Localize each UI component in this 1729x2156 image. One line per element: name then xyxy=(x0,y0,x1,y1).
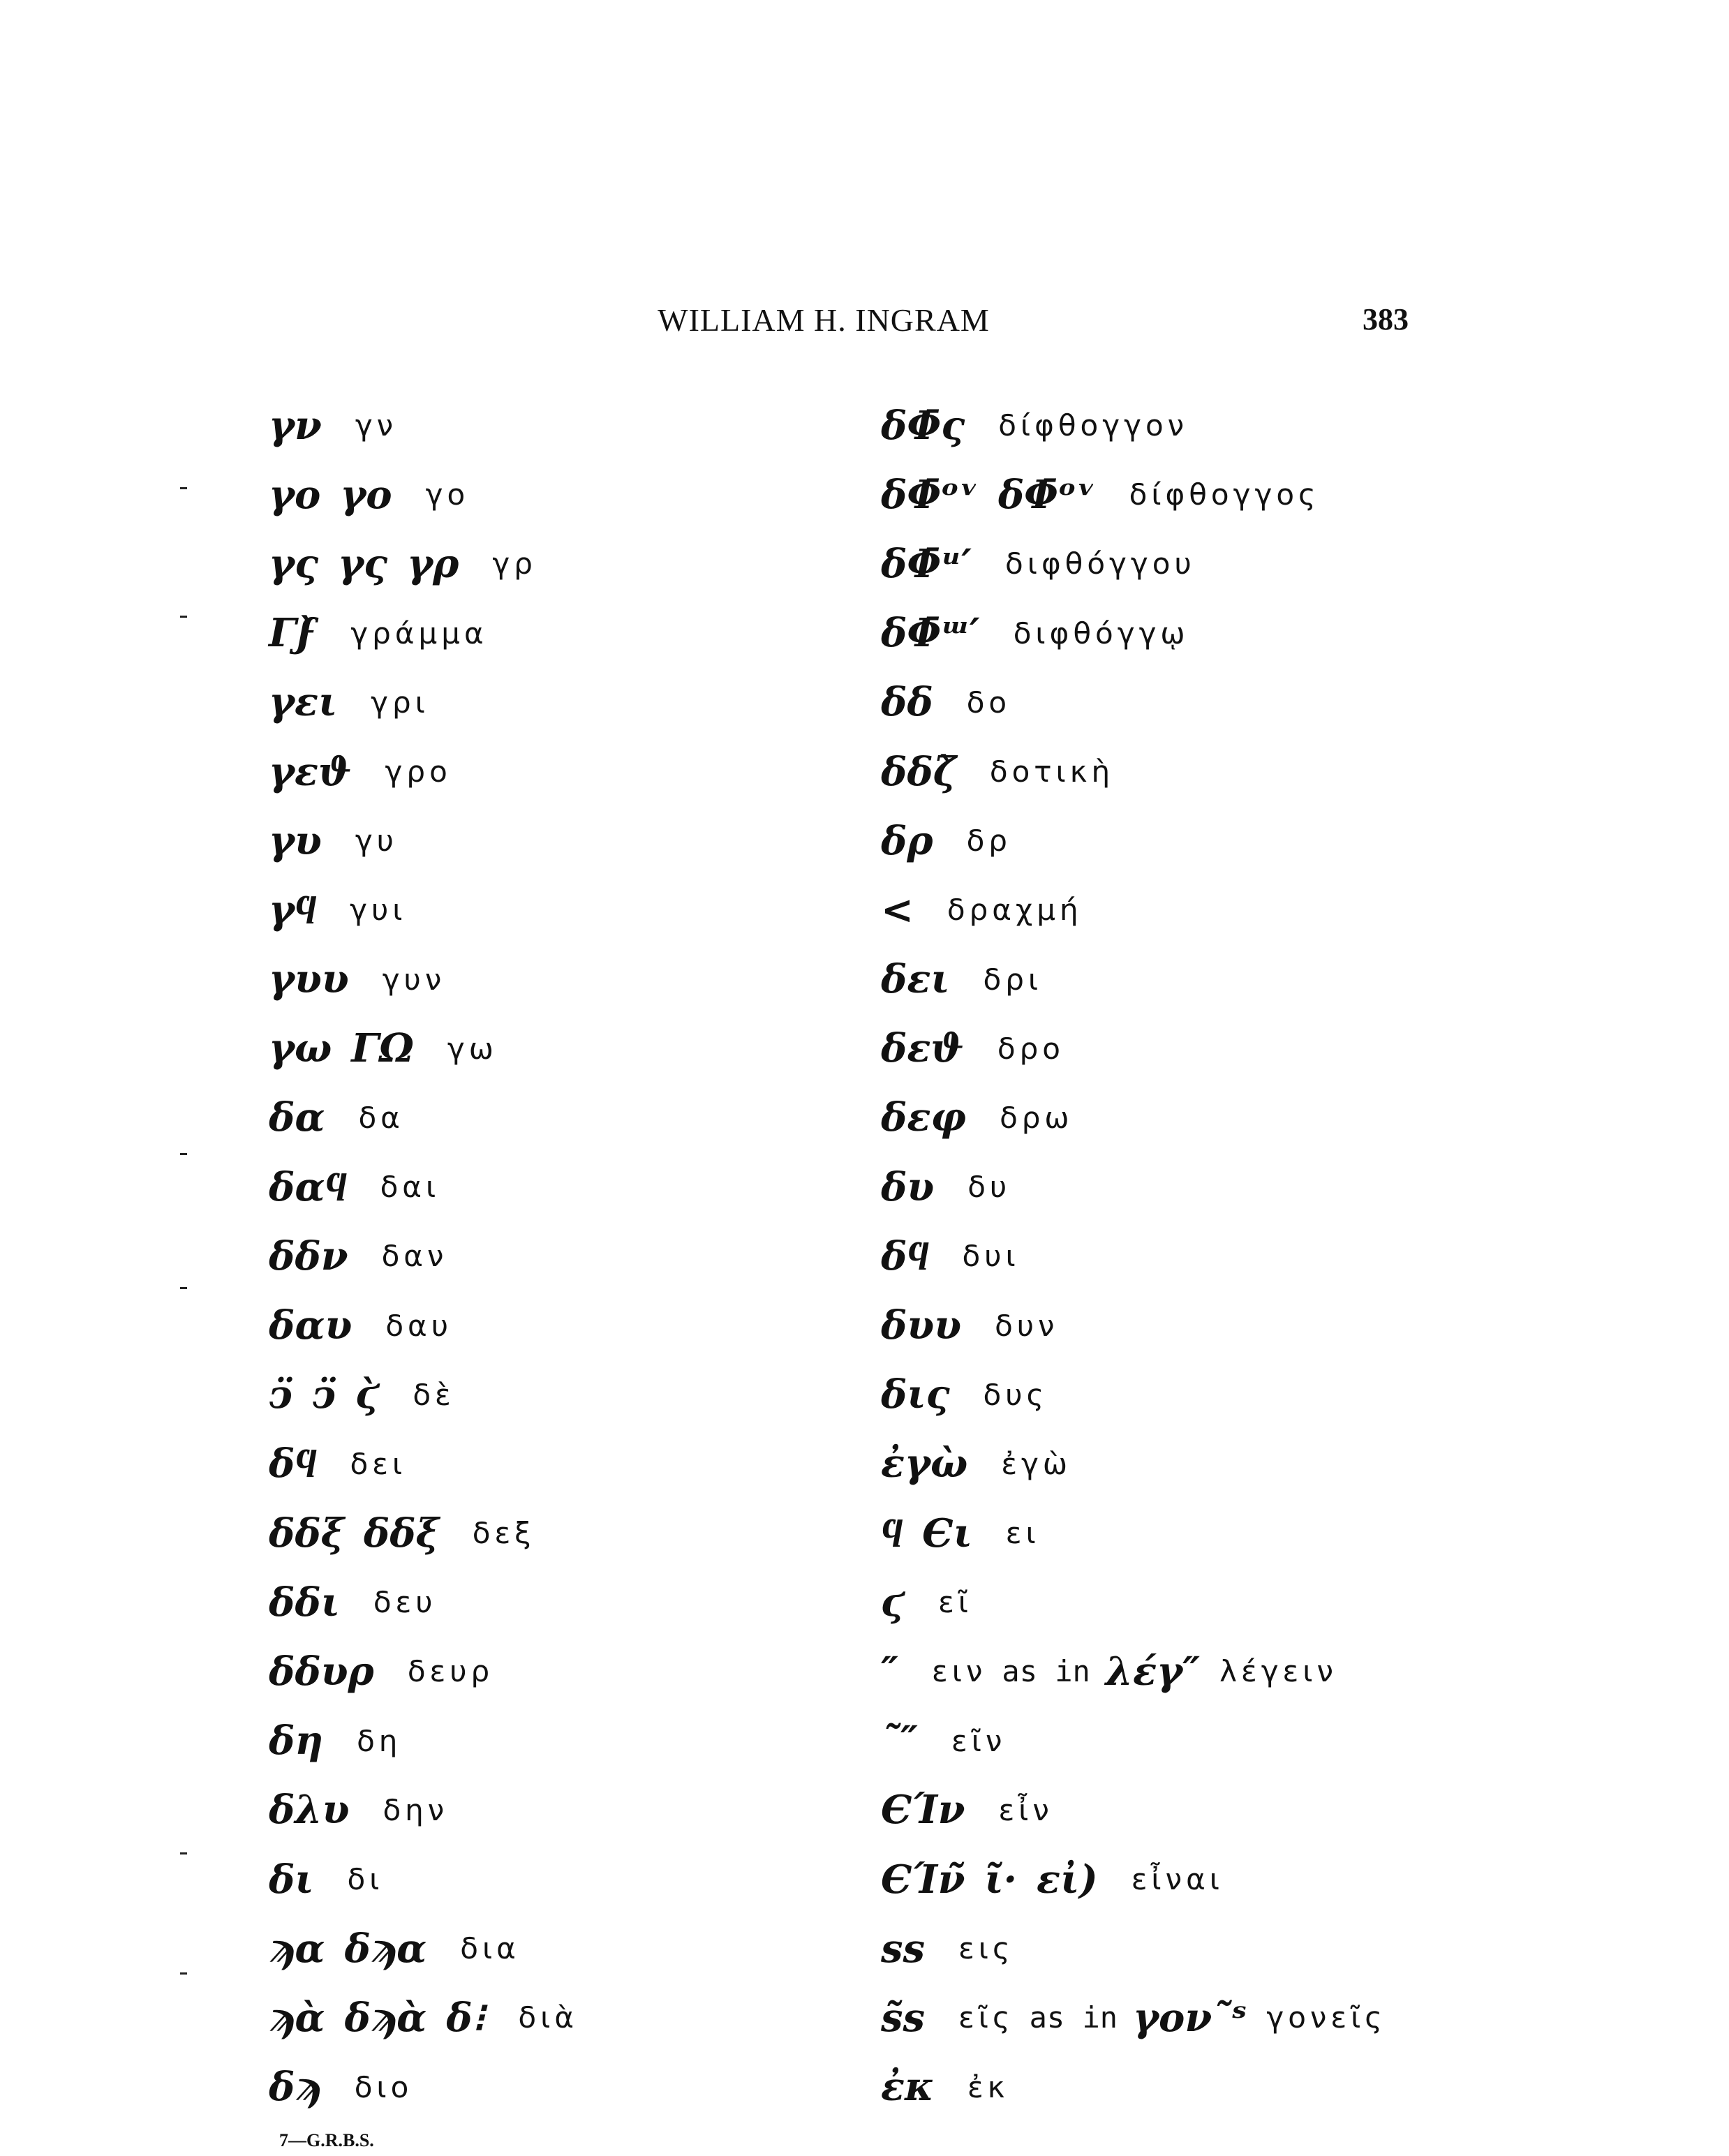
expansion-label: δη xyxy=(357,1723,402,1758)
expansion-label: διφθόγγῳ xyxy=(1013,616,1189,650)
abbreviation-symbol: ͻ̈ xyxy=(269,1371,293,1418)
expansion-label: γυι xyxy=(350,893,407,928)
expansion-label: δυι xyxy=(962,1239,1020,1274)
abbreviation-symbol: ЄΊν xyxy=(881,1787,965,1834)
abbreviation-symbol: δδ xyxy=(881,679,933,726)
abbreviation-symbol: δϥ xyxy=(881,1233,929,1279)
abbreviation-entry xyxy=(269,1499,578,1568)
expansion-label: δρι xyxy=(983,962,1043,997)
expansion-label: δρο xyxy=(997,1031,1064,1066)
abbreviation-symbol: δΦ̄ᵘ′ xyxy=(881,540,972,587)
margin-mark xyxy=(180,1287,187,1289)
expansion-label: δοτικὴ xyxy=(989,754,1115,789)
margin-mark xyxy=(180,616,187,618)
abbreviation-entry xyxy=(269,1152,578,1221)
abbreviation-symbol: ΓΩ xyxy=(351,1025,414,1072)
expansion-label: εῖς xyxy=(958,2000,1014,2035)
abbreviation-symbol: δδξ xyxy=(363,1510,439,1556)
abbreviation-symbol: γω xyxy=(269,1025,332,1072)
signature-mark: 7—G.R.B.S. xyxy=(279,2130,374,2150)
expansion-label: γυν xyxy=(382,962,446,997)
expansion-label: διφθόγγου xyxy=(1005,547,1196,581)
expansion-label: εις xyxy=(958,1931,1014,1966)
expansion-label: γυ xyxy=(355,824,398,858)
abbreviation-symbol: γυ xyxy=(269,817,322,864)
running-header-author: WILLIAM H. INGRAM xyxy=(658,302,990,338)
abbreviation-entry xyxy=(881,1568,1386,1637)
abbreviation-entry xyxy=(881,2053,1386,2122)
abbreviation-symbol: δδυρ xyxy=(269,1648,374,1695)
expansion-label: δίφθογγος xyxy=(1129,477,1320,512)
abbreviation-symbol: γς xyxy=(269,540,319,587)
abbreviation-symbol: δυ xyxy=(881,1164,935,1210)
abbreviation-entry xyxy=(269,1083,578,1152)
abbreviation-entry xyxy=(269,460,578,529)
abbreviation-symbol: γρ xyxy=(407,540,459,587)
expansion-label: δα xyxy=(358,1100,404,1135)
abbreviation-symbol: ἐκ xyxy=(881,2064,935,2111)
expansion-label: δεξ xyxy=(472,1516,535,1551)
margin-mark xyxy=(180,1153,187,1155)
expansion-label: δυ xyxy=(967,1170,1011,1205)
abbreviation-symbol: ″ xyxy=(881,1648,899,1695)
abbreviation-symbol: ϡὰ xyxy=(269,1994,325,2041)
margin-mark xyxy=(180,487,187,489)
abbreviation-entry xyxy=(881,460,1386,529)
expansion-label: γράμμα xyxy=(350,616,488,650)
abbreviation-entry xyxy=(269,2053,578,2122)
abbreviation-symbol: γο xyxy=(340,471,392,518)
abbreviation-symbol: ῀″ xyxy=(881,1718,919,1764)
abbreviation-entry xyxy=(881,737,1386,806)
expansion-label: δει xyxy=(350,1446,407,1481)
abbreviation-entry xyxy=(881,1291,1386,1360)
expansion-label: δευ xyxy=(373,1585,437,1620)
expansion-label: γρ xyxy=(492,547,537,581)
abbreviation-symbol: ῖ· xyxy=(984,1856,1018,1903)
expansion-label: δι xyxy=(347,1862,384,1897)
expansion-label: δια xyxy=(460,1931,520,1966)
abbreviation-symbol: δη xyxy=(269,1718,324,1764)
expansion-label: δρω xyxy=(1000,1100,1074,1135)
abbreviation-entry xyxy=(881,1637,1386,1706)
expansion-label: δευρ xyxy=(407,1654,494,1689)
abbreviation-symbol: < xyxy=(881,886,914,933)
abbreviation-entry xyxy=(269,945,578,1014)
expansion-label: δυν xyxy=(995,1308,1059,1343)
expansion-label: εἶν xyxy=(998,1792,1053,1827)
expansion-label: εῖ xyxy=(938,1585,973,1620)
expansion-label: δυς xyxy=(983,1377,1048,1412)
abbreviation-entry xyxy=(881,1845,1386,1914)
example-word: γονεῖς xyxy=(1266,2000,1386,2035)
abbreviation-symbol: δΦ̄ᵒᵛ xyxy=(881,471,979,518)
expansion-label: δην xyxy=(383,1792,449,1827)
abbreviation-entry xyxy=(269,1429,578,1499)
expansion-label: δαυ xyxy=(385,1308,452,1343)
abbreviation-entry xyxy=(881,1983,1386,2052)
abbreviation-symbol: δϥ xyxy=(269,1441,317,1487)
abbreviation-entry xyxy=(881,1360,1386,1429)
abbreviation-symbol: δαυ xyxy=(269,1302,353,1349)
abbreviation-symbol: δα xyxy=(269,1094,325,1141)
abbreviation-symbol: γς xyxy=(338,540,388,587)
expansion-label: διο xyxy=(354,2069,413,2104)
abbreviation-symbol: ϥ xyxy=(881,1510,903,1556)
abbreviation-symbol: Γϝ̀ xyxy=(269,610,318,657)
abbreviation-symbol: δϡα xyxy=(344,1925,427,1972)
abbreviation-symbol: γϥ xyxy=(269,886,317,933)
expansion-label: γρο xyxy=(385,754,452,789)
abbreviation-symbol: δαϥ xyxy=(269,1164,347,1210)
abbreviation-entry xyxy=(269,1568,578,1637)
abbreviation-symbol: δ⁝ xyxy=(446,1994,485,2041)
abbreviation-symbol: δδζ̀ xyxy=(881,748,956,795)
abbreviation-symbol: ЄΊν̃ xyxy=(881,1856,965,1903)
abbreviation-entry xyxy=(881,1707,1386,1776)
abbreviation-entry xyxy=(881,806,1386,875)
abbreviation-entry xyxy=(269,529,578,598)
abbreviation-symbol: δδι xyxy=(269,1579,340,1626)
abbreviation-symbol: γεϑ xyxy=(269,748,352,795)
abbreviation-symbol: δΦ̄ς xyxy=(881,402,965,449)
abbreviation-entry xyxy=(269,1221,578,1291)
abbreviation-symbol: ϛ xyxy=(881,1579,905,1626)
expansion-label: εῖν xyxy=(951,1723,1007,1758)
abbreviation-entry xyxy=(881,529,1386,598)
abbreviation-entry xyxy=(269,737,578,806)
abbreviation-symbol: δει xyxy=(881,956,950,1003)
abbreviation-entry xyxy=(269,806,578,875)
abbreviation-symbol: εἰ) xyxy=(1037,1856,1098,1903)
abbreviation-entry xyxy=(881,668,1386,737)
abbreviation-entry xyxy=(269,391,578,460)
expansion-label: ἐγὼ xyxy=(1001,1446,1072,1481)
abbreviation-symbol: γυυ xyxy=(269,956,349,1003)
abbreviation-symbol: δδν xyxy=(269,1233,348,1279)
expansion-label: ἐκ xyxy=(967,2069,1009,2104)
expansion-label: δραχμή xyxy=(947,893,1083,928)
expansion-label: δίφθογγον xyxy=(998,408,1189,443)
expansion-label: δὲ xyxy=(413,1377,455,1412)
abbreviation-entry xyxy=(269,1707,578,1776)
abbreviation-symbol: ϡα xyxy=(269,1925,325,1972)
abbreviation-entry xyxy=(881,875,1386,944)
abbreviation-entry xyxy=(881,1083,1386,1152)
abbreviation-entry xyxy=(881,945,1386,1014)
example-symbol: λέγ″ xyxy=(1105,1648,1201,1695)
abbreviation-symbol: δεφ xyxy=(881,1094,967,1141)
expansion-label: δαν xyxy=(381,1239,448,1274)
abbreviation-symbol: δϡ xyxy=(269,2064,321,2111)
abbreviation-symbol: ϛ̀ xyxy=(355,1371,380,1418)
abbreviation-symbol: Єι xyxy=(922,1510,972,1556)
abbreviation-symbol: δδξ xyxy=(269,1510,344,1556)
abbreviation-entry xyxy=(269,599,578,668)
expansion-label: γν xyxy=(355,408,398,443)
margin-mark xyxy=(180,1972,187,1975)
abbreviation-symbol: δις xyxy=(881,1371,950,1418)
abbreviation-entry xyxy=(269,1291,578,1360)
abbreviation-entry xyxy=(269,668,578,737)
abbreviation-entry xyxy=(269,1637,578,1706)
abbreviation-entry xyxy=(269,1983,578,2052)
abbreviation-symbol: s̃s xyxy=(881,1994,926,2041)
abbreviation-symbol: γο xyxy=(269,471,321,518)
abbreviation-entry xyxy=(881,1152,1386,1221)
abbreviation-entry xyxy=(881,599,1386,668)
abbreviation-symbol: δι xyxy=(269,1856,314,1903)
expansion-label: γο xyxy=(425,477,470,512)
abbreviation-entry xyxy=(269,875,578,944)
abbreviation-symbol: δϡὰ xyxy=(344,1994,427,2041)
expansion-label: διὰ xyxy=(518,2000,578,2035)
abbreviation-entry xyxy=(881,1429,1386,1499)
abbreviation-symbol: γν xyxy=(269,402,322,449)
example-symbol: γον˜ˢ xyxy=(1133,1994,1247,2041)
abbreviation-entry xyxy=(269,1845,578,1914)
expansion-label: γω xyxy=(447,1031,498,1066)
abbreviation-entry xyxy=(881,1499,1386,1568)
expansion-label: δρ xyxy=(966,824,1011,858)
as-in-text: as in xyxy=(1029,2000,1118,2035)
abbreviation-entry xyxy=(881,1221,1386,1291)
abbreviation-symbol: ἐγὼ xyxy=(881,1441,968,1487)
abbreviation-symbol: δΦ̄ᵚ′ xyxy=(881,610,980,657)
abbreviation-entry xyxy=(269,1776,578,1845)
abbreviation-entry xyxy=(269,1014,578,1083)
abbreviation-symbol: δεϑ xyxy=(881,1025,964,1072)
abbreviation-entry xyxy=(269,1914,578,1983)
abbreviation-symbol: δΦ̄ᵒᵛ xyxy=(997,471,1096,518)
abbreviation-symbol: δλυ xyxy=(269,1787,350,1834)
abbreviation-symbol: ͻ̈ xyxy=(312,1371,336,1418)
as-in-text: as in xyxy=(1002,1654,1090,1689)
abbreviation-symbol: ss xyxy=(881,1925,926,1972)
abbreviation-symbol: γει xyxy=(269,679,338,726)
abbreviation-entry xyxy=(881,1014,1386,1083)
abbreviation-entry xyxy=(881,1776,1386,1845)
page-number: 383 xyxy=(1363,302,1409,336)
expansion-label: γρι xyxy=(371,685,429,720)
abbreviation-list-right xyxy=(881,391,1386,2122)
abbreviation-symbol: δυυ xyxy=(881,1302,962,1349)
abbreviation-symbol: δρ xyxy=(881,817,933,864)
example-word: λέγειν xyxy=(1219,1654,1337,1689)
abbreviation-entry xyxy=(881,1914,1386,1983)
expansion-label: εἶναι xyxy=(1131,1862,1224,1897)
expansion-label: δο xyxy=(966,685,1011,720)
expansion-label: ει xyxy=(1005,1516,1040,1551)
margin-mark xyxy=(180,1852,187,1854)
abbreviation-entry xyxy=(269,1360,578,1429)
expansion-label: δαι xyxy=(380,1170,440,1205)
expansion-label: ειν xyxy=(932,1654,987,1689)
abbreviation-list-left xyxy=(269,391,578,2122)
abbreviation-entry xyxy=(881,391,1386,460)
